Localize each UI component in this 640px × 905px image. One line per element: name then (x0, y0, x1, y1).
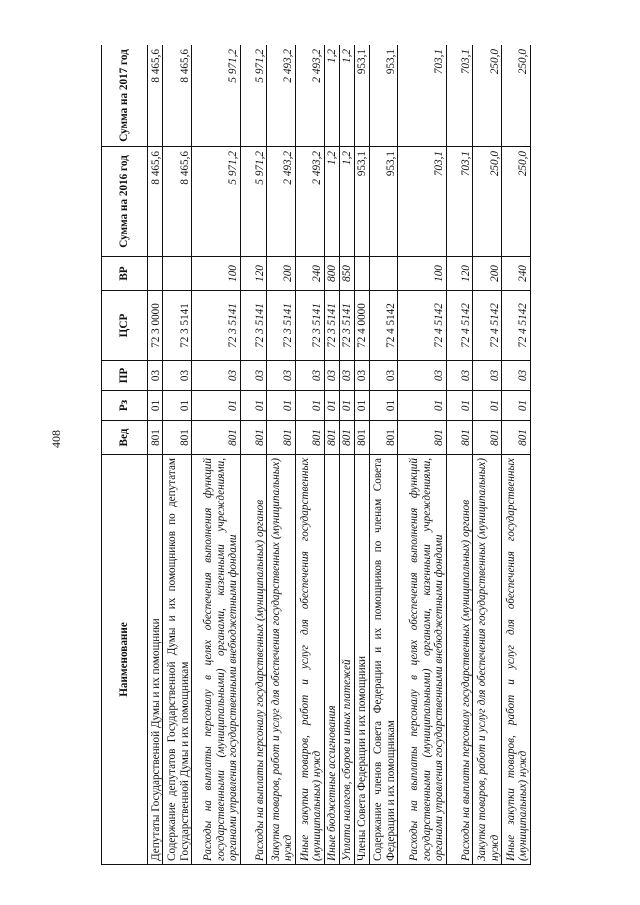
cell-csr: 72 4 5142 (473, 291, 502, 361)
budget-table (101, 45, 531, 865)
cell-sum-2017: 2 493,2 (296, 45, 325, 147)
cell-name: Расходы на выплаты персоналу государственных (муниципальных) органов (446, 455, 472, 865)
cell-name: Уплата налогов, сборов и иных платежей (339, 455, 354, 865)
cell-pr: 03 (339, 361, 354, 391)
cell-sum-2017: 953,1 (354, 45, 369, 147)
page-number: 408 (49, 430, 63, 448)
cell-ved: 801 (192, 421, 241, 455)
cell-name: Расходы на выплаты персоналу в целях обеспечения выполнения функций государственными (муниципальными) органами, казенными учреждениями, органами управления государственными внебюджетными фондами (192, 455, 241, 865)
table-row (339, 45, 354, 865)
cell-rz: 01 (267, 391, 296, 421)
cell-csr: 72 4 5142 (446, 291, 472, 361)
cell-sum-2016: 250,0 (473, 147, 502, 257)
cell-pr: 03 (148, 361, 163, 391)
cell-ved: 801 (369, 421, 398, 455)
table-row (163, 45, 192, 865)
cell-name: Иные бюджетные ассигнования (324, 455, 339, 865)
table-row (240, 45, 266, 865)
cell-vr: 120 (240, 257, 266, 291)
cell-pr: 03 (324, 361, 339, 391)
cell-csr: 72 3 5141 (339, 291, 354, 361)
cell-ved: 801 (267, 421, 296, 455)
rotated-table-frame (101, 45, 531, 865)
cell-sum-2016: 703,1 (446, 147, 472, 257)
cell-pr: 03 (240, 361, 266, 391)
cell-sum-2016: 8 465,6 (148, 147, 163, 257)
cell-ved: 801 (354, 421, 369, 455)
table-header (102, 45, 148, 865)
cell-sum-2016: 1,2 (339, 147, 354, 257)
cell-rz: 01 (473, 391, 502, 421)
cell-pr: 03 (267, 361, 296, 391)
cell-vr: 100 (192, 257, 241, 291)
cell-ved: 801 (446, 421, 472, 455)
cell-name: Иные закупки товаров, работ и услуг для обеспечения государственных (муниципальных) нужд (296, 455, 325, 865)
cell-sum-2017: 953,1 (369, 45, 398, 147)
cell-vr (354, 257, 369, 291)
cell-vr: 100 (398, 257, 447, 291)
cell-vr (369, 257, 398, 291)
table-row (296, 45, 325, 865)
cell-sum-2016: 1,2 (324, 147, 339, 257)
cell-rz: 01 (240, 391, 266, 421)
cell-vr: 240 (296, 257, 325, 291)
table-row (148, 45, 163, 865)
cell-rz: 01 (446, 391, 472, 421)
cell-name: Содержание депутатов Государственной Думы и их помощников по депутатам Государственной Думы и их помощникам (163, 455, 192, 865)
cell-sum-2016: 8 465,6 (163, 147, 192, 257)
header-ved: Вед (102, 421, 148, 455)
cell-rz: 01 (502, 391, 531, 421)
cell-csr: 72 3 5141 (163, 291, 192, 361)
cell-pr: 03 (192, 361, 241, 391)
cell-pr: 03 (296, 361, 325, 391)
header-name: Наименование (102, 455, 148, 865)
cell-sum-2017: 8 465,6 (148, 45, 163, 147)
cell-csr: 72 3 0000 (148, 291, 163, 361)
cell-sum-2017: 1,2 (339, 45, 354, 147)
cell-pr: 03 (502, 361, 531, 391)
header-sum-2017: Сумма на 2017 год (102, 45, 148, 147)
cell-sum-2017: 250,0 (473, 45, 502, 147)
cell-ved: 801 (296, 421, 325, 455)
cell-ved: 801 (339, 421, 354, 455)
cell-rz: 01 (354, 391, 369, 421)
cell-sum-2016: 2 493,2 (267, 147, 296, 257)
cell-ved: 801 (502, 421, 531, 455)
cell-name: Депутаты Государственной Думы и их помощники (148, 455, 163, 865)
cell-rz: 01 (163, 391, 192, 421)
header-vr: ВР (102, 257, 148, 291)
cell-pr: 03 (369, 361, 398, 391)
cell-pr: 03 (473, 361, 502, 391)
cell-rz: 01 (398, 391, 447, 421)
cell-pr: 03 (163, 361, 192, 391)
header-sum-2016: Сумма на 2016 год (102, 147, 148, 257)
cell-vr: 800 (324, 257, 339, 291)
cell-sum-2017: 8 465,6 (163, 45, 192, 147)
table-row (398, 45, 447, 865)
table-row (502, 45, 531, 865)
cell-vr: 240 (502, 257, 531, 291)
cell-ved: 801 (163, 421, 192, 455)
cell-sum-2017: 5 971,2 (240, 45, 266, 147)
cell-rz: 01 (192, 391, 241, 421)
header-pr: ПР (102, 361, 148, 391)
table-row (369, 45, 398, 865)
cell-ved: 801 (324, 421, 339, 455)
cell-pr: 03 (354, 361, 369, 391)
budget-table-container (101, 45, 531, 865)
cell-ved: 801 (398, 421, 447, 455)
cell-rz: 01 (296, 391, 325, 421)
cell-csr: 72 4 0000 (354, 291, 369, 361)
cell-ved: 801 (473, 421, 502, 455)
cell-sum-2016: 703,1 (398, 147, 447, 257)
cell-sum-2017: 250,0 (502, 45, 531, 147)
cell-csr: 72 3 5141 (296, 291, 325, 361)
header-rz: Рз (102, 391, 148, 421)
cell-sum-2017: 1,2 (324, 45, 339, 147)
cell-name: Закупка товаров, работ и услуг для обеспечения государственных (муниципальных) нужд (267, 455, 296, 865)
cell-csr: 72 3 5141 (267, 291, 296, 361)
cell-csr: 72 4 5142 (398, 291, 447, 361)
cell-csr: 72 3 5141 (240, 291, 266, 361)
cell-sum-2016: 953,1 (369, 147, 398, 257)
table-row (473, 45, 502, 865)
cell-sum-2016: 250,0 (502, 147, 531, 257)
table-row (267, 45, 296, 865)
cell-name: Закупка товаров, работ и услуг для обеспечения государственных (муниципальных) нужд (473, 455, 502, 865)
cell-sum-2016: 2 493,2 (296, 147, 325, 257)
cell-name: Расходы на выплаты персоналу государственных (муниципальных) органов (240, 455, 266, 865)
cell-vr (163, 257, 192, 291)
cell-csr: 72 3 5141 (192, 291, 241, 361)
cell-rz: 01 (369, 391, 398, 421)
cell-rz: 01 (339, 391, 354, 421)
table-row (354, 45, 369, 865)
cell-sum-2017: 703,1 (446, 45, 472, 147)
cell-sum-2017: 5 971,2 (192, 45, 241, 147)
table-row (446, 45, 472, 865)
cell-ved: 801 (240, 421, 266, 455)
cell-name: Иные закупки товаров, работ и услуг для обеспечения государственных (муниципальных) нужд (502, 455, 531, 865)
cell-name: Содержание членов Совета Федерации и их помощников по членам Совета Федерации и их помощникам (369, 455, 398, 865)
cell-vr (148, 257, 163, 291)
cell-vr: 850 (339, 257, 354, 291)
header-csr: ЦСР (102, 291, 148, 361)
cell-ved: 801 (148, 421, 163, 455)
table-row (192, 45, 241, 865)
cell-csr: 72 4 5142 (369, 291, 398, 361)
cell-sum-2017: 703,1 (398, 45, 447, 147)
cell-vr: 120 (446, 257, 472, 291)
cell-pr: 03 (446, 361, 472, 391)
table-row (324, 45, 339, 865)
cell-rz: 01 (324, 391, 339, 421)
cell-sum-2016: 5 971,2 (240, 147, 266, 257)
cell-sum-2016: 953,1 (354, 147, 369, 257)
cell-name: Члены Совета Федерации и их помощники (354, 455, 369, 865)
cell-vr: 200 (267, 257, 296, 291)
table-body (148, 45, 531, 865)
cell-csr: 72 3 5141 (324, 291, 339, 361)
cell-name: Расходы на выплаты персоналу в целях обеспечения выполнения функций государственными (муниципальными) органами, казенными учреждениями, органами управления государственными внебюджетными фондами (398, 455, 447, 865)
cell-vr: 200 (473, 257, 502, 291)
cell-sum-2017: 2 493,2 (267, 45, 296, 147)
cell-pr: 03 (398, 361, 447, 391)
cell-rz: 01 (148, 391, 163, 421)
cell-csr: 72 4 5142 (502, 291, 531, 361)
cell-sum-2016: 5 971,2 (192, 147, 241, 257)
